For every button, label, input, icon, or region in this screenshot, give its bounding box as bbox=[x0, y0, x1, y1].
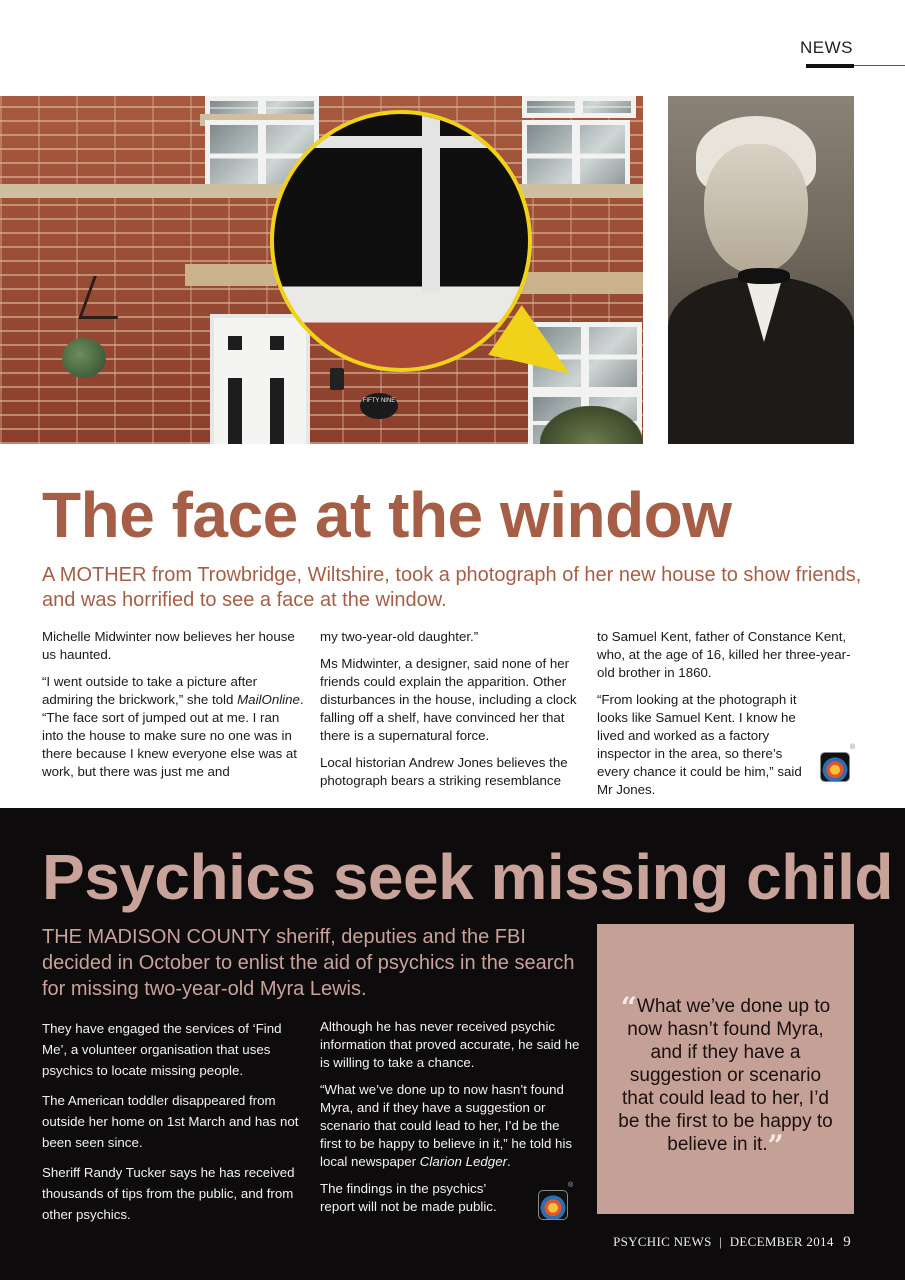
front-door bbox=[210, 314, 310, 444]
paragraph: Sheriff Randy Tucker says he has received thousands of tips from the public, and from other psychics. bbox=[42, 1165, 295, 1222]
paragraph: “I went outside to take a picture after admiring the brickwork,” she told MailOnline. “The face sort of jumped out at me. I ran into the house to make sure no one was in there because I knew everyone else was at work, but there was just me and bbox=[42, 674, 304, 779]
article-headline: The face at the window bbox=[42, 479, 732, 551]
issue-date: DECEMBER 2014 bbox=[729, 1234, 834, 1249]
article-column-2 bbox=[320, 628, 582, 799]
publication-title: PSYCHIC NEWS bbox=[613, 1234, 712, 1249]
window-lintel bbox=[520, 272, 643, 294]
article-headline: Psychics seek missing child bbox=[42, 841, 893, 913]
portrait-photo bbox=[668, 96, 854, 444]
paragraph: Local historian Andrew Jones believes the photograph bears a striking resemblance bbox=[320, 755, 568, 788]
paragraph: They have engaged the services of ‘Find Me’, a volunteer organisation that uses psychics to locate missing people. bbox=[42, 1021, 282, 1078]
house-number-plaque: FIFTY NINE bbox=[360, 393, 398, 419]
wall-lamp bbox=[330, 368, 344, 390]
page-number: 9 bbox=[843, 1234, 851, 1250]
article-column-1 bbox=[42, 628, 304, 790]
section-rule bbox=[806, 64, 854, 68]
paragraph: The findings in the psychics’ report will not be made public. bbox=[320, 1181, 497, 1214]
page-footer bbox=[613, 1234, 851, 1251]
pullquote-text: What we’ve done up to now hasn’t found Myra, and if they have a suggestion or scenario that could lead to her, I’d be the first to be happy to believe in it. bbox=[618, 996, 833, 1155]
zoom-callout bbox=[270, 110, 532, 372]
registered-mark: ® bbox=[568, 1182, 574, 1189]
shrubs bbox=[540, 406, 643, 444]
footer-separator: | bbox=[719, 1234, 723, 1249]
paragraph: “What we’ve done up to now hasn’t found Myra, and if they have a suggestion or scenario that could lead to her, I’d be the first to be happy to believe in it,” he told his local newspaper Clarion Ledger. bbox=[320, 1082, 573, 1169]
paragraph: “From looking at the photograph it looks like Samuel Kent. I know he lived and worked as a factory inspector in the area, so there’s every chance it could be him,” said Mr Jones. bbox=[597, 692, 802, 797]
section-rule-thin bbox=[854, 65, 905, 66]
article-column-1 bbox=[42, 1018, 304, 1234]
wall-bracket bbox=[78, 276, 133, 319]
paragraph: to Samuel Kent, father of Constance Kent, who, at the age of 16, killed her three-year-old brother in 1860. bbox=[597, 629, 851, 680]
end-mark-icon bbox=[820, 752, 850, 782]
end-mark-icon bbox=[538, 1190, 568, 1220]
section-label: NEWS bbox=[800, 38, 853, 57]
publication-name: Clarion Ledger bbox=[419, 1154, 508, 1169]
registered-mark: ® bbox=[850, 744, 856, 751]
hanging-basket bbox=[62, 338, 106, 378]
article-column-3 bbox=[597, 628, 857, 808]
article-standfirst: A MOTHER from Trowbridge, Wiltshire, took a photograph of her new house to show friends, and was horrified to see a face at the window. bbox=[42, 564, 862, 611]
close-quote: ” bbox=[767, 1129, 784, 1162]
window-top-right bbox=[522, 96, 636, 118]
paragraph: The American toddler disappeared from outside her home on 1st March and has not been seen since. bbox=[42, 1093, 299, 1150]
paragraph: my two-year-old daughter.” bbox=[320, 629, 479, 644]
publication-name: MailOnline bbox=[237, 692, 300, 707]
open-quote: “ bbox=[620, 991, 637, 1024]
paragraph: Michelle Midwinter now believes her house us haunted. bbox=[42, 629, 295, 662]
pullquote bbox=[612, 991, 839, 1162]
door-lintel bbox=[185, 264, 277, 286]
article-standfirst: THE MADISON COUNTY sheriff, deputies and the FBI decided in October to enlist the aid of psychics in the search for missing two-year-old Myra Lewis. bbox=[42, 926, 575, 1000]
window-upper-right bbox=[522, 120, 630, 192]
paragraph: Although he has never received psychic information that proved accurate, he said he is willing to take a chance. bbox=[320, 1019, 580, 1070]
paragraph: Ms Midwinter, a designer, said none of her friends could explain the apparition. Other disturbances in the house, including a clock falling off a shelf, have convinced her that there is a supernatural force. bbox=[320, 656, 577, 743]
